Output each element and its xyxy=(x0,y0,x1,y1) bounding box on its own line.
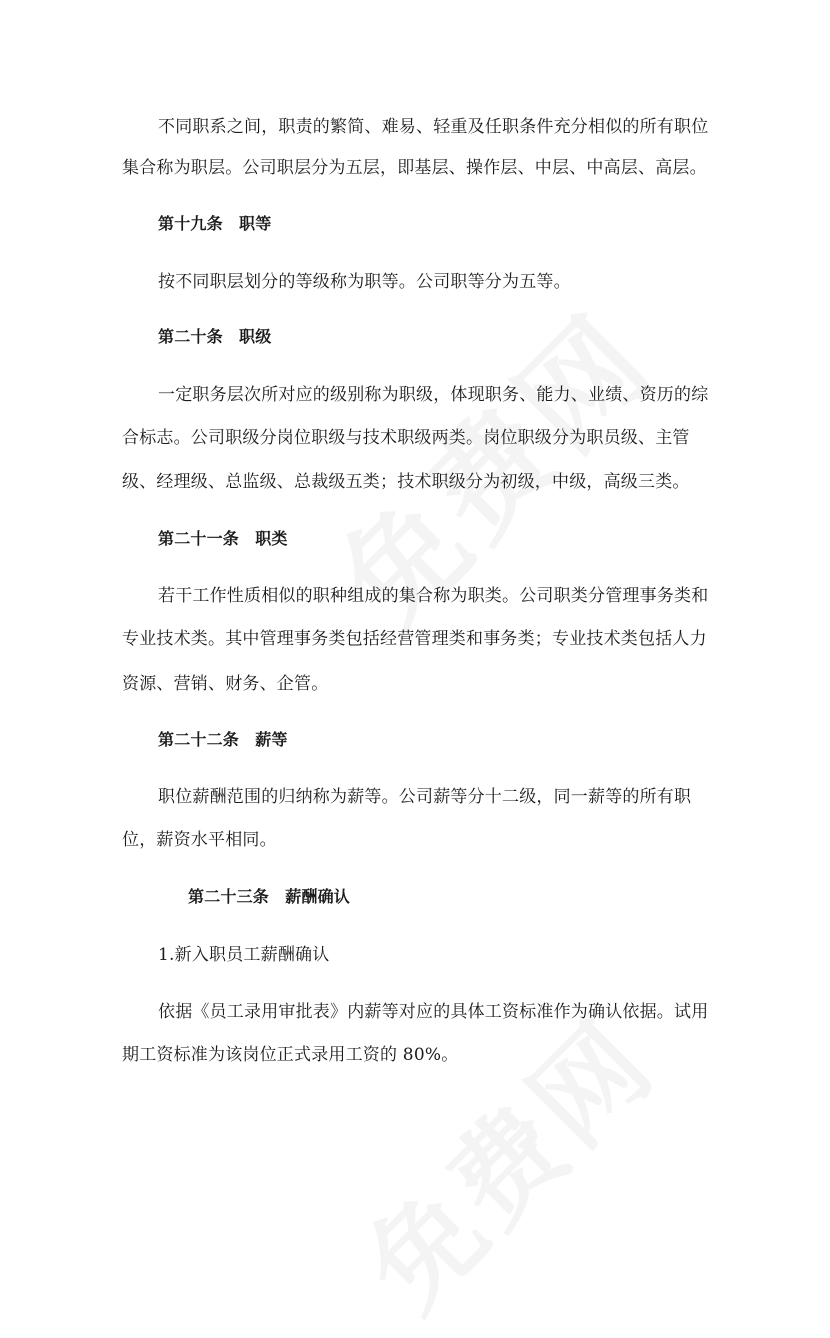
article-heading: 第二十三条 薪酬确认 xyxy=(188,887,351,906)
article-heading: 第十九条 职等 xyxy=(158,214,272,233)
paragraph-line: 合标志。公司职级分岗位职级与技术职级两类。岗位职级分为职员级、主管 xyxy=(122,428,690,448)
paragraph-line: 不同职系之间，职责的繁简、难易、轻重及任职条件充分相似的所有职位 xyxy=(158,117,709,137)
paragraph-line: 专业技术类。其中管理事务类包括经营管理类和事务类；专业技术类包括人力 xyxy=(122,629,707,649)
paragraph-line: 位，薪资水平相同。 xyxy=(122,830,277,850)
paragraph-line: 依据《员工录用审批表》内薪等对应的具体工资标准作为确认依据。试用 xyxy=(158,1002,709,1022)
paragraph-line: 一定职务层次所对应的级别称为职级，体现职务、能力、业绩、资历的综 xyxy=(158,385,709,405)
paragraph-line: 资源、营销、财务、企管。 xyxy=(122,674,329,694)
paragraph-line: 集合称为职层。公司职层分为五层，即基层、操作层、中层、中高层、高层。 xyxy=(122,158,707,178)
list-item-heading: 1.新入职员工薪酬确认 xyxy=(158,945,330,965)
watermark xyxy=(325,980,683,1338)
paragraph-line: 职位薪酬范围的归纳称为薪等。公司薪等分十二级，同一薪等的所有职 xyxy=(158,787,692,807)
article-heading: 第二十条 职级 xyxy=(158,327,272,346)
paragraph-line: 期工资标准为该岗位正式录用工资的 80%。 xyxy=(122,1045,459,1065)
paragraph-line: 若干工作性质相似的职种组成的集合称为职类。公司职类分管理事务类和 xyxy=(158,586,709,606)
article-heading: 第二十二条 薪等 xyxy=(158,730,288,749)
article-heading: 第二十一条 职类 xyxy=(158,529,288,548)
paragraph-line: 级、经理级、总监级、总裁级五类；技术职级分为初级，中级，高级三类。 xyxy=(122,472,690,492)
paragraph-line: 按不同职层划分的等级称为职等。公司职等分为五等。 xyxy=(158,272,571,292)
